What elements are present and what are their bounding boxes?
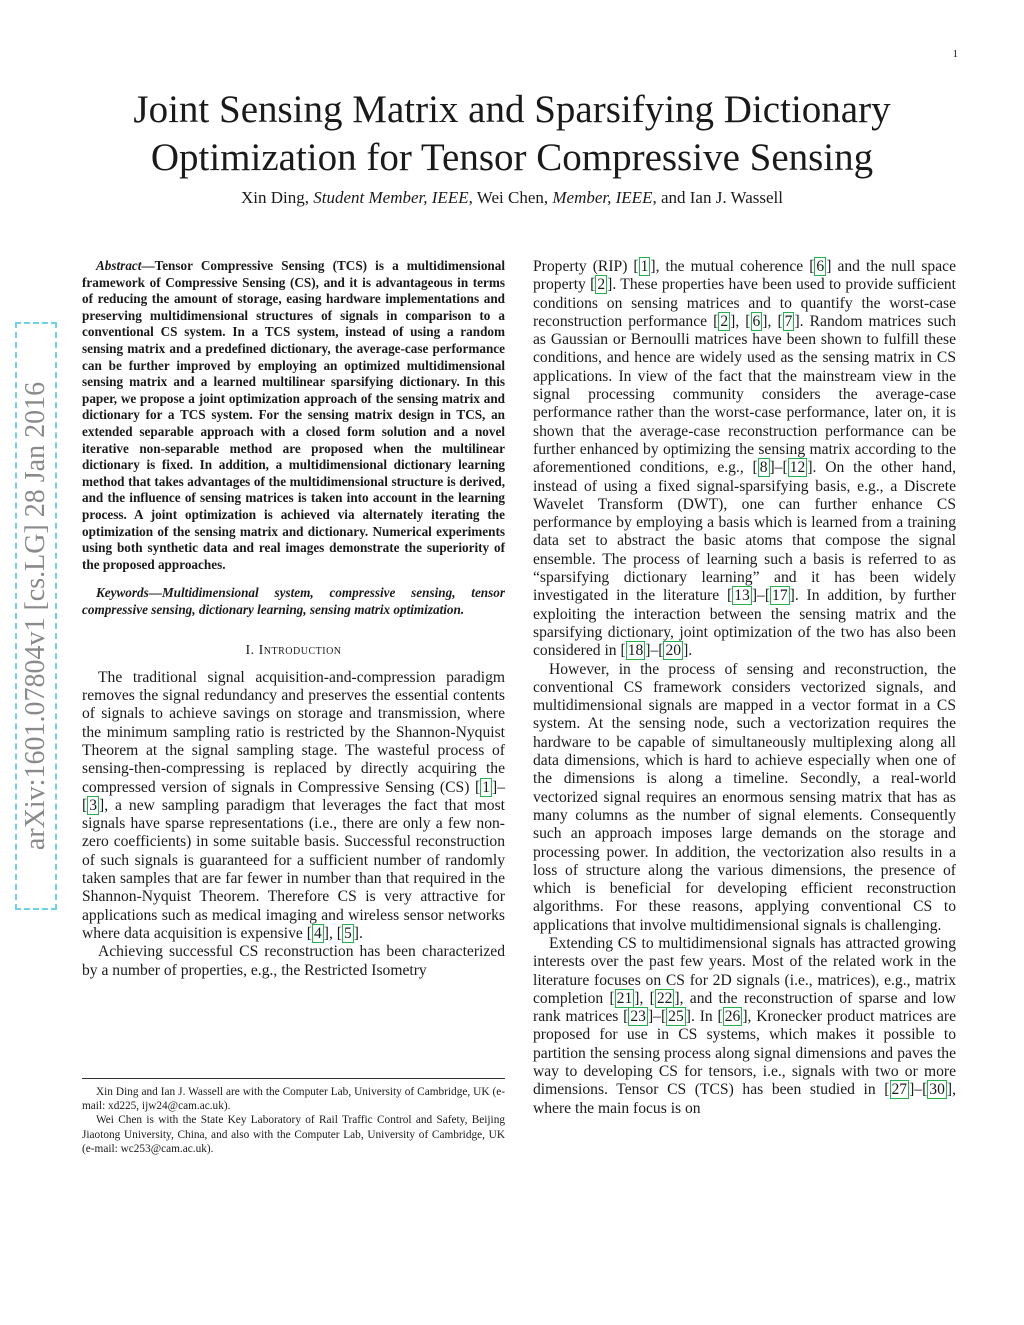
page-number: 1 xyxy=(952,48,958,60)
text-run: , xyxy=(328,924,337,942)
author-1-role: Student Member, IEEE xyxy=(313,188,469,207)
text-run: , xyxy=(735,312,746,330)
citation-link[interactable]: 25 xyxy=(668,1008,684,1026)
title-line-2: Optimization for Tensor Compressive Sensing xyxy=(150,136,874,179)
text-run: , xyxy=(639,989,650,1007)
text-run: . xyxy=(688,642,693,660)
citation-link[interactable]: 1 xyxy=(482,778,490,796)
author-3: , and Ian J. Wassell xyxy=(652,188,783,207)
citation-link[interactable]: 8 xyxy=(759,459,768,477)
text-run: – xyxy=(774,459,783,477)
text-run: , xyxy=(767,312,778,330)
author-line xyxy=(0,188,1024,208)
citation-link[interactable]: 2 xyxy=(597,276,606,294)
text-run: – xyxy=(757,587,765,605)
text-run: , Kronecker product matrices are proposed for use in CS systems, which makes it possible to partition the sensing process along signal dimensions and paves the way to developing CS for tensors, i.e., signals with two or more dimensions. Tensor CS (TCS) has been studied in xyxy=(533,1008,956,1099)
left-column xyxy=(82,258,505,980)
right-paragraph-2: However, in the process of sensing and reconstruction, the conventional CS framework considers vectorized signals, and multidimensional signals are mapped in a vector format in a CS system. At the sensing node, such a vectorization requires the hardware to be capable of simultaneously multiplexing along all data dimensions, which is hard to achieve especially when one of the dimensions is along a timeline. Secondly, a real-world vectorized signal requires an enormous sensing matrix that has as many columns as the number of signal elements. Consequently such an approach imposes large demands on the storage and processing power. In addition, the vectorization also results in a loss of structure along the various dimensions, the presence of which is beneficial for developing efficient reconstruction algorithms. For these reasons, applying conventional CS to applications that involve multidimensional signals is challenging. xyxy=(533,660,956,934)
abstract-text: —Tensor Compressive Sensing (TCS) is a multidimensional framework of Compressive Sensing (CS), and it is advantageous in terms of reducing the amount of storage, easing hardware implementations and preserving multidimensional structures of signals in comparison to a conventional CS system. In a TCS system, instead of using a random sensing matrix and a predefined dictionary, the average-case performance can be further improved by employing an optimized multidimensional sensing matrix and a learned multilinear sparsifying dictionary. In this paper, we propose a joint optimization approach of the sensing matrix and dictionary for a TCS system. For the sensing matrix design in TCS, an extended separable approach with a closed form solution and a novel iterative non-separable method are proposed when the multilinear dictionary is fixed. In addition, a multidimensional dictionary learning method that takes advantages of the multidimensional structure is derived, and the influence of sensing matrices is taken into account in the learning process. A joint optimization is achieved via alternately iterating the optimization of the sensing matrix and dictionary. Numerical experiments using both synthetic data and real images demonstrate the superiority of the proposed approaches. xyxy=(82,258,505,572)
arxiv-stamp[interactable] xyxy=(15,322,57,910)
citation-link[interactable]: 26 xyxy=(724,1008,741,1026)
text-run: , where the main focus is on xyxy=(533,1081,956,1117)
citation-link[interactable]: 6 xyxy=(752,312,761,330)
citation-link[interactable]: 23 xyxy=(630,1008,646,1026)
text-run: Property (RIP) xyxy=(533,258,634,275)
text-run: The traditional signal acquisition-and-compression paradigm removes the signal redundancy and preserves the essential contents of signals to achieve savings on storage and transmission, where the minimum sampling ratio is restricted by the Shannon-Nyquist Theorem at the signal sampling stage. The wasteful process of sensing-then-compressing is replaced by directly acquiring the compressed version of signals in Compressive Sensing (CS) xyxy=(82,668,505,796)
author-2-role: Member, IEEE xyxy=(552,188,653,207)
author-1: Xin Ding, xyxy=(241,188,314,207)
citation-link[interactable]: 4 xyxy=(313,924,322,942)
text-run: . In xyxy=(690,1008,718,1026)
right-paragraph-3: Extending CS to multidimensional signals has attracted growing interests over the past few years. Most of the related work in the literature focuses on CS for 2D signals (i.e., matrices), e.g., matrix completion [ 21 ], [ 22 ], and the reconstruction of sparse and low rank matrices [ 23 ]–[ 25 ]. In [ 26 ], Kronecker product matrices are proposed for use in CS systems, which makes it possible to partition the sensing process along signal dimensions and paves the way to developing CS for tensors, i.e., signals with two or more dimensions. Tensor CS (TCS) has been studied in [ 27 ]–[ 30 ], where the main focus is on xyxy=(533,934,957,1117)
abstract-label: Abstract xyxy=(96,258,142,273)
text-run: , the mutual coherence xyxy=(655,258,810,275)
abstract xyxy=(82,258,505,573)
keywords: Keywords—Multidimensional system, compressive sensing, tensor compressive sensing, dictionary learning, sensing matrix optimization. xyxy=(82,585,505,617)
text-run: . Random matrices such as Gaussian or Bernoulli matrices have been shown to fulfill these conditions, and hence are widely used as the sensing matrix in CS applications. In view of the fact that the mainstream view in the signal processing community considers the average-case performance rather than the worst-case performance, later on, it is shown that the average-case reconstruction performance can be further enhanced by optimizing the sensing matrix according to the aforementioned conditions, e.g., xyxy=(533,312,957,477)
citation-link[interactable]: 1 xyxy=(640,258,649,275)
author-2: , Wei Chen, xyxy=(468,188,553,207)
citation-link[interactable]: 30 xyxy=(929,1081,945,1099)
citation-link[interactable]: 6 xyxy=(816,258,825,275)
footnote-1: Xin Ding and Ian J. Wassell are with the Computer Lab, University of Cambridge, UK (e-mail: xd225, ijw24@cam.ac.uk). xyxy=(82,1086,505,1113)
citation-link[interactable]: 18 xyxy=(627,642,644,660)
citation-link[interactable]: 13 xyxy=(734,587,750,605)
citation-link[interactable]: 12 xyxy=(789,459,806,477)
text-run: – xyxy=(650,642,659,660)
text-run: . xyxy=(358,924,363,942)
citation-link[interactable]: 17 xyxy=(772,587,788,605)
text-run: . In addition, by further exploiting the interaction between the sensing matrix and the sparsifying dictionary, joint optimization of the two has also been considered in xyxy=(533,587,956,660)
footnote-2: Wei Chen is with the State Key Laboratory of Rail Traffic Control and Safety, Beijing Jiaotong University, China, and also with the Computer Lab, University of Cambridge, UK (e-mail: wc253@cam.ac.uk). xyxy=(82,1114,505,1155)
text-run: . These properties have been used to provide sufficient conditions on sensing matrices and to quantify the worst-case reconstruction performance xyxy=(533,276,956,330)
title-line-1: Joint Sensing Matrix and Sparsifying Dictionary xyxy=(133,88,891,131)
citation-link[interactable]: 5 xyxy=(343,924,352,942)
text-run: and the null space property xyxy=(533,258,956,294)
text-run: , a new sampling paradigm that leverages the fact that most signals have sparse representations (i.e., there are only a few non-zero coefficients) in some suitable basis. Successful reconstruction of such signals is guaranteed for a sufficient number of randomly taken samples that are far fewer in number than that required in the Shannon-Nyquist Theorem. Therefore CS is very attractive for applications such as medical imaging and wireless sensor networks where data acquisition is expensive xyxy=(82,796,505,942)
citation-link[interactable]: 7 xyxy=(784,312,793,330)
citation-link[interactable]: 3 xyxy=(89,796,97,814)
section-heading xyxy=(82,642,505,660)
right-paragraph-1: Property (RIP) [ 1 ], the mutual coherence [ 6 ] and the null space property [ 2 ]. These properties have been used to provide sufficient conditions on sensing matrices and to quantify the worst-case reconstruction performance [ 2 ], [ 6 ], [ 7 ]. Random matrices such as Gaussian or Bernoulli matrices have been shown to fulfill these conditions, and hence are widely used as the sensing matrix in CS applications. In view of the fact that the mainstream view in the signal processing community considers the average-case performance rather than the worst-case performance, later on, it is shown that the average-case reconstruction performance can be further enhanced by optimizing the sensing matrix according to the aforementioned conditions, e.g., [ 8 ]–[ 12 ]. On the other hand, instead of using a fixed signal-sparsifying basis, e.g., a Discrete Wavelet Transform (DWT), one can further enhance CS performance by employing a basis which is learned from a training data set to abstract the basic atoms that compose the signal ensemble. The process of learning such a basis is referred to as “sparsifying dictionary learning” and it has been widely investigated in the literature [ 13 ]–[ 17 ]. In addition, by further exploiting the interaction between the sensing matrix and the sparsifying dictionary, joint optimization of the two has also been considered in [ 18 ]–[ 20 ]. xyxy=(533,258,957,660)
citation-link[interactable]: 20 xyxy=(665,642,682,660)
text-run: , and the reconstruction of sparse and low rank matrices xyxy=(533,989,957,1026)
text-run: . On the other hand, instead of using a fixed signal-sparsifying basis, e.g., a Discrete Wavelet Transform (DWT), one can further enhance CS performance by employing a basis which is learned from a training data set to abstract the basic atoms that compose the signal ensemble. The process of learning such a basis is referred to as “sparsifying dictionary learning” and it has been widely investigated in the literature xyxy=(533,459,957,605)
section-title: Introduction xyxy=(258,643,342,659)
right-column xyxy=(533,258,956,1118)
citation-link[interactable]: 2 xyxy=(720,312,729,330)
text-run: – xyxy=(653,1008,661,1026)
text-run: – xyxy=(914,1081,923,1099)
paper-title xyxy=(0,86,1024,182)
intro-paragraph-2: Achieving successful CS reconstruction has been characterized by a number of properties, e.g., the Restricted Isometry xyxy=(82,943,505,979)
text-run: Extending CS to multidimensional signals has attracted growing interests over the past few years. Most of the related work in the literature focuses on CS for 2D signals (i.e., matrices), e.g., matrix completion xyxy=(533,934,956,1007)
citation-link[interactable]: 27 xyxy=(891,1081,908,1099)
arxiv-stamp-text: arXiv:1601.07804v1 [cs.LG] 28 Jan 2016 xyxy=(20,381,51,851)
text-run: – xyxy=(497,778,505,796)
section-number: I. xyxy=(245,643,255,659)
citation-link[interactable]: 22 xyxy=(656,989,673,1007)
intro-paragraph-1: The traditional signal acquisition-and-compression paradigm removes the signal redundancy and preserves the essential contents of signals to achieve savings on storage and transmission, where the minimum sampling ratio is restricted by the Shannon-Nyquist Theorem at the signal sampling stage. The wasteful process of sensing-then-compressing is replaced by directly acquiring the compressed version of signals in Compressive Sensing (CS) [ 1 ]–[ 3 ], a new sampling paradigm that leverages the fact that most signals have sparse representations (i.e., there are only a few non-zero coefficients) in some suitable basis. Successful reconstruction of such signals is guaranteed for a sufficient number of randomly taken samples that are far fewer in number than that required in the Shannon-Nyquist Theorem. Therefore CS is very attractive for applications such as medical imaging and wireless sensor networks where data acquisition is expensive [ 4 ], [ 5 ]. xyxy=(82,668,505,942)
citation-link[interactable]: 21 xyxy=(616,989,633,1007)
footnotes xyxy=(82,1078,505,1156)
